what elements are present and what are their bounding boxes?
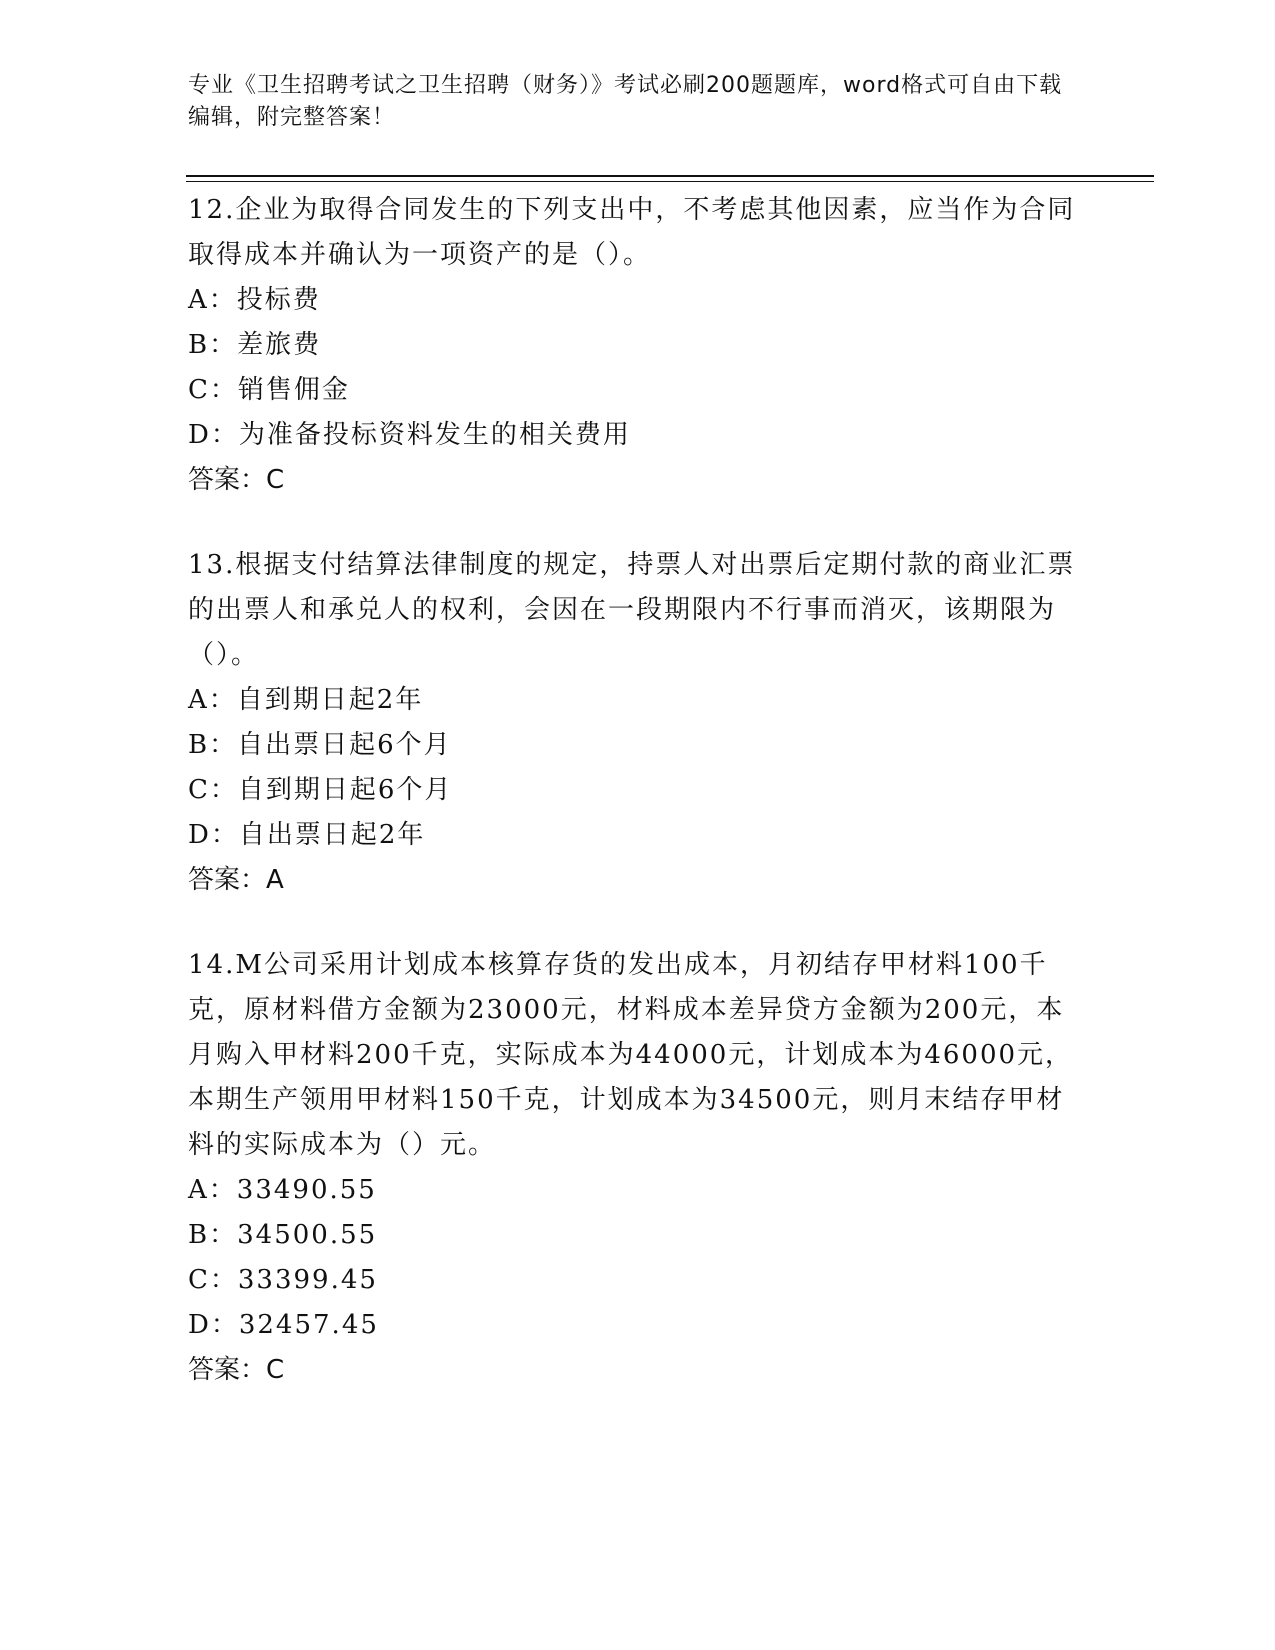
option-b: B：差旅费 (188, 330, 322, 360)
document-header: 专业《卫生招聘考试之卫生招聘（财务）》考试必刷200题题库，word格式可自由下载编辑，附完整答案！ (188, 73, 1063, 130)
question-14 (188, 943, 1078, 1393)
option-b: B：自出票日起6个月 (188, 730, 452, 760)
option-b: B：34500.55 (188, 1220, 378, 1250)
answer-line: 答案：C (188, 465, 285, 495)
question-12 (188, 188, 1078, 503)
option-a: A：33490.55 (188, 1175, 377, 1205)
question-stem: 13.根据支付结算法律制度的规定，持票人对出票后定期付款的商业汇票的出票人和承兑人的权利，会因在一段期限内不行事而消灭，该期限为（）。 (188, 550, 1076, 670)
option-c: C：自到期日起6个月 (188, 775, 453, 805)
option-d: D：32457.45 (188, 1310, 379, 1340)
option-d: D：为准备投标资料发生的相关费用 (188, 420, 631, 450)
question-stem: 12.企业为取得合同发生的下列支出中，不考虑其他因素，应当作为合同取得成本并确认为一项资产的是（）。 (188, 195, 1076, 270)
answer-line: 答案：C (188, 1355, 285, 1385)
option-a: A：投标费 (188, 285, 321, 315)
header-divider-thin (186, 181, 1154, 182)
answer-line: 答案：A (188, 865, 284, 895)
question-list (188, 188, 1078, 1433)
option-d: D：自出票日起2年 (188, 820, 426, 850)
question-stem: 14.M公司采用计划成本核算存货的发出成本，月初结存甲材料100千克，原材料借方金额为23000元，材料成本差异贷方金额为200元，本月购入甲材料200千克，实际成本为44000元，计划成本为46000元，本期生产领用甲材料150千克，计划成本为34500元，则月末结存甲材料的实际成本为（）元。 (188, 950, 1074, 1160)
option-a: A：自到期日起2年 (188, 685, 424, 715)
option-c: C：33399.45 (188, 1265, 378, 1295)
header-divider-thick (186, 175, 1154, 177)
question-13 (188, 543, 1078, 903)
option-c: C：销售佣金 (188, 375, 350, 405)
